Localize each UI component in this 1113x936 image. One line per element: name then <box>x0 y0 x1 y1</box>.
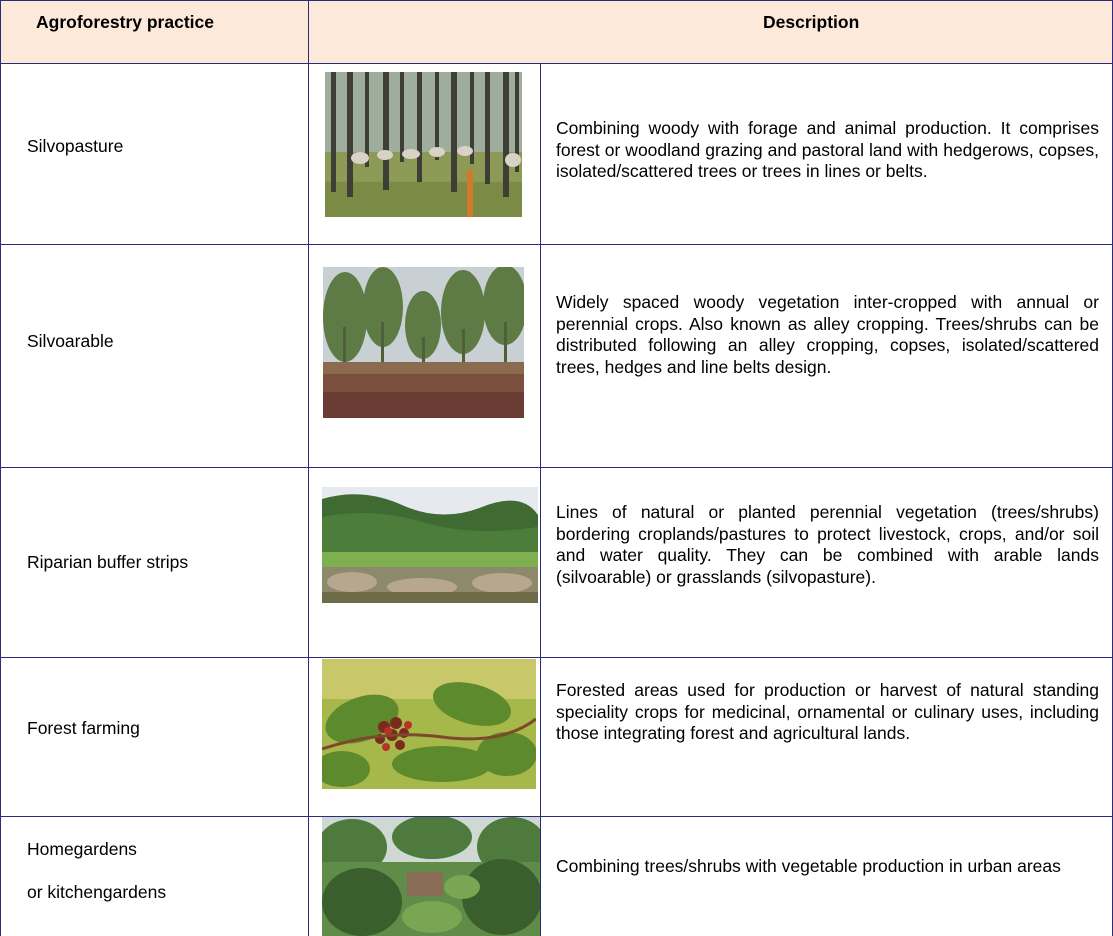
poplar-trees-with-crop-field-photo <box>323 267 524 418</box>
row-divider <box>0 244 1113 245</box>
row-divider <box>0 63 1113 64</box>
column-divider <box>308 0 309 936</box>
practice-name-line1: Homegardens <box>27 839 137 859</box>
tropical-home-garden-photo <box>322 817 540 936</box>
practice-description: Widely spaced woody vegetation inter-cropped with annual or perennial crops. Also known as alley cropping. Trees/shrubs can be distributed following an alley cropping, copses, isolated/scattered trees, hedges and line belts design. <box>556 292 1099 377</box>
row-divider <box>0 657 1113 658</box>
header-practice: Agroforestry practice <box>36 12 214 32</box>
practice-name: Silvopasture <box>27 136 124 156</box>
header-description: Description <box>763 12 860 32</box>
practice-description: Combining woody with forage and animal production. It comprises forest or woodland grazing and pastoral land with hedgerows, copses, isolated/scattered trees or trees in lines or belts. <box>556 118 1099 181</box>
table-border-top <box>0 0 1113 1</box>
table-border-left <box>0 0 1 936</box>
practice-description: Lines of natural or planted perennial vegetation (trees/shrubs) bordering croplands/pastures to protect livestock, crops, and/or soil and water quality. They can be combined with arable lands (silvoarable) or grasslands (silvopasture). <box>556 502 1099 587</box>
row-divider <box>0 816 1113 817</box>
practice-name-line2: or kitchengardens <box>27 882 167 902</box>
row-divider <box>0 467 1113 468</box>
river-bordered-by-woodland-photo <box>322 487 538 603</box>
practice-description: Forested areas used for production or harvest of natural standing speciality crops for medicinal, ornamental or culinary uses, including those integrating forest and agricultural lands. <box>556 680 1099 743</box>
column-divider <box>540 63 541 936</box>
practice-name: Riparian buffer strips <box>27 552 189 572</box>
practice-description: Combining trees/shrubs with vegetable production in urban areas <box>556 856 1061 876</box>
practice-name: Forest farming <box>27 718 140 738</box>
practice-name: Silvoarable <box>27 331 114 351</box>
wild-berries-on-branch-photo <box>322 659 536 789</box>
sheep-grazing-under-pine-trees-photo <box>325 72 522 217</box>
table-header <box>0 0 1113 63</box>
